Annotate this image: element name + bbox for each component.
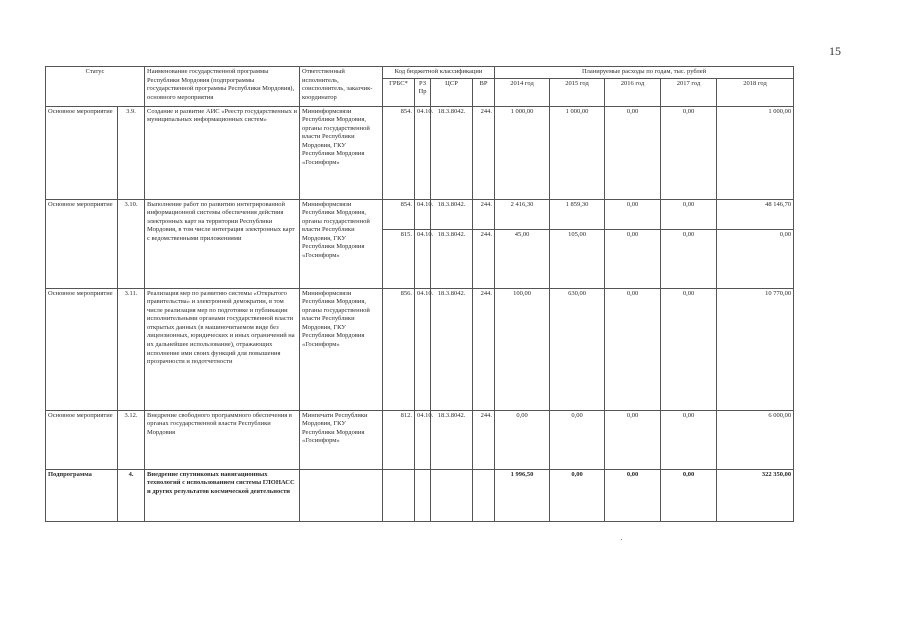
row-2018: 1 000,00 (717, 106, 794, 199)
row-2018: 0,00 (717, 229, 794, 288)
header-executor: Ответственный исполнитель, соисполнитель, заказчик-координатор (300, 67, 383, 107)
header-year-2016: 2016 год (605, 78, 661, 106)
row-csr: 18.3.8042. (431, 106, 473, 199)
row-csr: 18.3.8042. (431, 288, 473, 410)
scan-speck (621, 539, 622, 540)
row-number: 3.11. (118, 288, 145, 410)
row-2018: 6 000,00 (717, 410, 794, 469)
row-2015: 1 000,00 (550, 106, 605, 199)
row-2015: 0,00 (550, 469, 605, 521)
row-2017: 0,00 (661, 199, 717, 229)
header-budget-code: Код бюджетной классификации (383, 67, 495, 79)
header-year-2018: 2018 год (717, 78, 794, 106)
row-rz: 04.10. (415, 106, 431, 199)
row-executor: Мининформсвязи Республики Мордовия, органы государственной власти Республики Мордовия, ГКУ Республики Мордовия «Госинформ» (300, 106, 383, 199)
row-grbs: 812. (383, 410, 415, 469)
header-year-2017: 2017 год (661, 78, 717, 106)
header-rz: РЗ Пр (415, 78, 431, 106)
row-grbs: 856. (383, 288, 415, 410)
row-rz: 04.10. (415, 288, 431, 410)
row-2015: 105,00 (550, 229, 605, 288)
row-executor (300, 469, 383, 521)
row-vr: 244. (473, 229, 495, 288)
row-name: Внедрение спутниковых навигационных технологий с использованием системы ГЛОНАСС и других результатов космической деятельности (145, 469, 300, 521)
row-2016: 0,00 (605, 410, 661, 469)
header-name: Наименование государственной программы Республики Мордовия (подпрограммы государственной программы Республики Мордовия), основного мероприятия (145, 67, 300, 107)
row-2014: 1 000,00 (495, 106, 550, 199)
row-rz: 04.10. (415, 229, 431, 288)
budget-table (45, 66, 794, 522)
header-status: Статус (46, 67, 145, 107)
row-2018: 322 350,00 (717, 469, 794, 521)
header-grbs: ГРБС* (383, 78, 415, 106)
row-2014: 45,00 (495, 229, 550, 288)
row-name: Реализация мер по развитию системы «Открытого правительства» и электронной демократии, в том числе реализация мер по подготовке и публикации исполнительными органами государственной власти открытых данных (в машиночитаемом виде без лицензионных, юридических и иных ограничений на их дальнейшее использование), отражающих исполнение ими своих функций для повышения прозрачности и подотчетности (145, 288, 300, 410)
row-2014: 0,00 (495, 410, 550, 469)
row-rz: 04.10. (415, 199, 431, 229)
row-csr: 18.3.8042. (431, 410, 473, 469)
header-year-2014: 2014 год (495, 78, 550, 106)
row-number: 3.9. (118, 106, 145, 199)
row-vr (473, 469, 495, 521)
table-row (46, 199, 794, 229)
row-name: Внедрение свободного программного обеспечения в органах государственной власти Республики Мордовия (145, 410, 300, 469)
row-executor: Мининформсвязи Республики Мордовия, органы государственной власти Республики Мордовия, ГКУ Республики Мордовия «Госинформ» (300, 288, 383, 410)
row-number: 4. (118, 469, 145, 521)
row-2018: 10 770,00 (717, 288, 794, 410)
row-2016: 0,00 (605, 288, 661, 410)
row-2014: 100,00 (495, 288, 550, 410)
row-vr: 244. (473, 410, 495, 469)
row-2015: 1 859,30 (550, 199, 605, 229)
header-row-1 (46, 67, 794, 79)
row-name: Выполнение работ по развитию интегрированной информационной системы обеспечения действия электронных карт на территории Республики Мордовия, в том числе интеграция электронных карт с ведомственными приложениями (145, 199, 300, 288)
row-2017: 0,00 (661, 288, 717, 410)
row-2016: 0,00 (605, 229, 661, 288)
row-executor: Минпечати Республики Мордовия, ГКУ Республики Мордовия «Госинформ» (300, 410, 383, 469)
row-2017: 0,00 (661, 106, 717, 199)
row-grbs: 815. (383, 229, 415, 288)
header-vr: ВР (473, 78, 495, 106)
row-status: Основное мероприятие (46, 106, 118, 199)
row-2014: 2 416,30 (495, 199, 550, 229)
header-planned: Планируемые расходы по годам, тыс. рублей (495, 67, 794, 79)
table-row (46, 288, 794, 410)
row-vr: 244. (473, 199, 495, 229)
row-csr (431, 469, 473, 521)
header-year-2015: 2015 год (550, 78, 605, 106)
row-status: Подпрограмма (46, 469, 118, 521)
row-number: 3.10. (118, 199, 145, 288)
row-number: 3.12. (118, 410, 145, 469)
table-row (46, 410, 794, 469)
row-status: Основное мероприятие (46, 288, 118, 410)
row-status: Основное мероприятие (46, 410, 118, 469)
row-rz: 04.10. (415, 410, 431, 469)
row-2015: 0,00 (550, 410, 605, 469)
row-csr: 18.3.8042. (431, 229, 473, 288)
row-name: Создание и развитие АИС «Реестр государственных и муниципальных информационных систем» (145, 106, 300, 199)
row-vr: 244. (473, 288, 495, 410)
header-csr: ЦСР (431, 78, 473, 106)
row-status: Основное мероприятие (46, 199, 118, 288)
row-vr: 244. (473, 106, 495, 199)
table-row (46, 106, 794, 199)
row-2016: 0,00 (605, 199, 661, 229)
row-2016: 0,00 (605, 469, 661, 521)
row-2017: 0,00 (661, 410, 717, 469)
row-grbs: 854. (383, 199, 415, 229)
row-2016: 0,00 (605, 106, 661, 199)
row-rz (415, 469, 431, 521)
table-row (46, 469, 794, 521)
row-csr: 18.3.8042. (431, 199, 473, 229)
row-2015: 630,00 (550, 288, 605, 410)
row-grbs (383, 469, 415, 521)
row-executor: Мининформсвязи Республики Мордовия, органы государственной власти Республики Мордовия, ГКУ Республики Мордовия «Госинформ» (300, 199, 383, 288)
row-2017: 0,00 (661, 229, 717, 288)
page-number: 15 (829, 44, 841, 58)
row-2014: 1 996,50 (495, 469, 550, 521)
row-2018: 48 146,70 (717, 199, 794, 229)
row-grbs: 854. (383, 106, 415, 199)
row-2017: 0,00 (661, 469, 717, 521)
